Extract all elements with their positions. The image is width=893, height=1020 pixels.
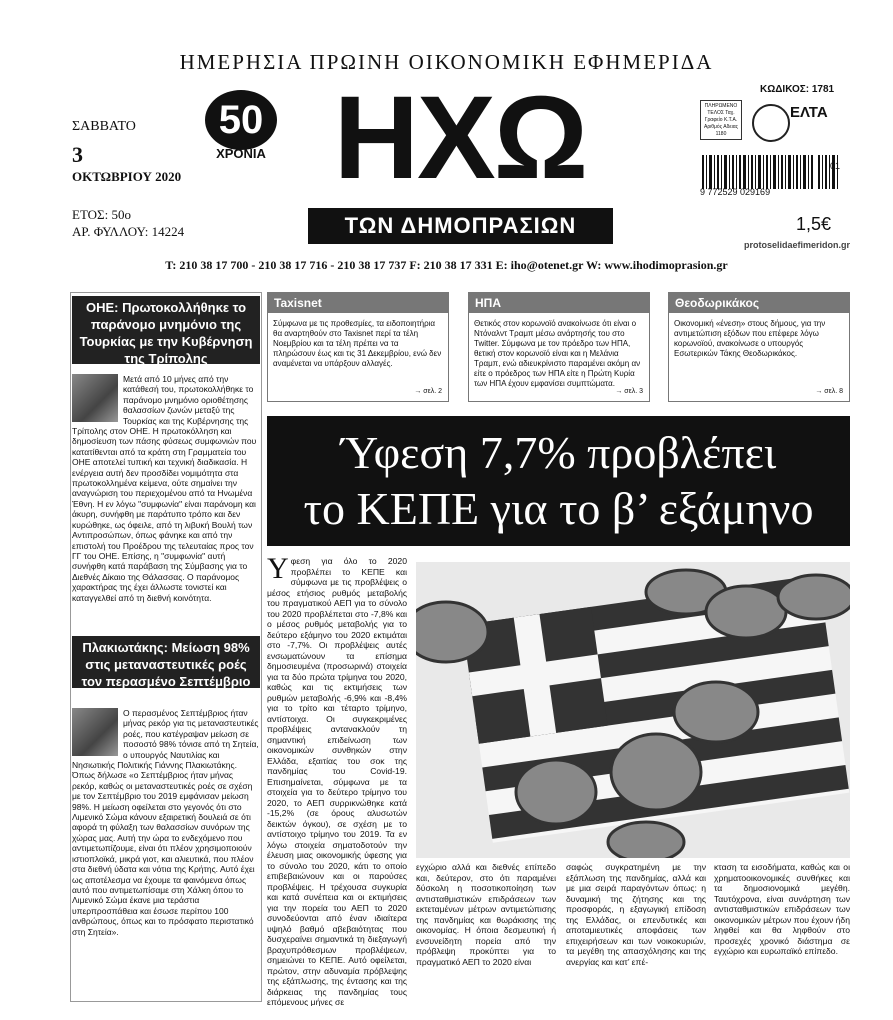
- lead-text: φεση για όλο το 2020 προβλέπει το ΚΕΠΕ και σύμφωνα με τις προβλέψεις ο μέσος ετήσιος ρυθμός μεταβολής του πραγματικού ΑΕΠ για το σύνολο του 2020 προβλέπεται στο -7,8% και ο μέσος ρυθμός μεταβολής για το δεύτερο εξάμηνο του 2020 εκτιμάται στο -7,7%. Οι προβλέψεις αυτές ενσωματώνουν τα επίσημα δημοσιευμένα (προσωρινά) στοιχεία για τα δύο πρώτα τρίμηνα του 2020, καθώς και τις εκτιμήσεις των ρυθμών μεταβολής -6,9% και -8,4% για το τρίτο και τέταρτο τρίμηνο, αντίστοιχα. Οι συγκεκριμένες προβλέψεις αντανακλούν τη σημαντική επιδείνωση των οικονομικών συνθηκών στην Ελλάδα, εξαιτίας του σοκ της πανδημίας του Covid-19. Επισημαίνεται, σύμφωνα με τα στοιχεία για το δεύτερο τρίμηνο του 2020, το ΑΕΠ συρρικνώθηκε κατά -15,2% (σε όρους αλυσωτών δεικτών όγκου), σε σχέση με το αντίστοιχο τρίμηνο του 2019. Τα εν λόγω στοιχεία σηματοδοτούν την έλευση μιας οικονομικής ύφεσης για το σύνολο του 2020, κάτι το οποίο επιβεβαιώνουν και οι παρούσες προβλέψεις. Η τρέχουσα συγκυρία και κατά συνέπεια και οι εκτιμήσεις για την πορεία του ΑΕΠ το 2020 συνοδεύονται από έναν ιδιαίτερα υψηλό βαθμό αβεβαιότητας που δυσχεραίνει σημαντικά τη διεξαγωγή βραχυπρόθεσμων προβλέψεων, σημειώνει το ΚΕΠΕ. Αυτό οφείλεται, πρώτον, στην αδυναμία πρόβλεψης της εξάπλωσης, της έντασης και της διάρκειας της πανδημίας τους επόμενους μήνες σε: [267, 556, 407, 1006]
- teaser-theodorikakos[interactable]: [668, 292, 850, 402]
- greek-flag-coins-photo: [416, 562, 850, 858]
- contact-line: T: 210 38 17 700 - 210 38 17 716 - 210 38 17 737 F: 210 38 17 331 E: iho@otenet.gr W: www.ihodimoprasion.gr: [165, 258, 728, 272]
- minister-photo: [72, 708, 118, 756]
- un-logo-photo: [72, 374, 118, 422]
- barcode-digits: 9 772529 029169: [700, 187, 771, 197]
- tagline: ΗΜΕΡΗΣΙΑ ΠΡΩΙΝΗ ΟΙΚΟΝΟΜΙΚΗ ΕΦΗΜΕΡΙΔΑ: [179, 50, 714, 74]
- sidebar-story2-headline: Πλακιωτάκης: Μείωση 98% στις μεταναστευτικές ροές τον περασμένο Σεπτέμβριο: [72, 636, 260, 688]
- teaser-page: → σελ. 3: [615, 388, 643, 395]
- teaser-body: Θετικός στον κορωνοϊό ανακοίνωσε ότι είναι ο Ντόναλντ Τραμπ μέσω ανάρτησής του στο Twitter. Σύμφωνα με τον πρόεδρο των ΗΠΑ, θετική στον κορωνοϊό είναι και η Μελάνια Τραμπ, ενώ αδιευκρίνιστο παραμένει ακόμη αν είτε ο πρόεδρος των ΗΠΑ είτε η Πρώτη Κυρία των ΗΠΑ έχουν εμφανίσει συμπτώματα.: [474, 319, 641, 388]
- main-headline[interactable]: [267, 416, 850, 546]
- date-month: ΟΚΤΩΒΡΙΟΥ 2020: [72, 169, 182, 184]
- date-number: 3: [72, 142, 83, 167]
- elta-logo: ΕΛΤΑ: [790, 104, 828, 121]
- barcode-number: [700, 161, 850, 197]
- newspaper-subtitle: ΤΩΝ ΔΗΜΟΠΡΑΣΙΩΝ: [308, 208, 613, 244]
- seal-icon: [752, 104, 790, 142]
- headline-line-2: το ΚΕΠΕ για το β’ εξάμηνο: [303, 483, 814, 534]
- sidebar-story1-body: [72, 374, 260, 630]
- teaser-usa[interactable]: [468, 292, 650, 402]
- sidebar-story2-text: Ο περασμένος Σεπτέμβριος ήταν μήνας ρεκόρ για τις μεταναστευτικές ροές, που κατέγραψαν μείωση σε ποσοστό 98% τόνισε από τη Σητεία, ο υπουργός Ναυτιλίας και Νησιωτικής Πολιτικής Γιάννης Πλακιωτάκης. Όπως δήλωσε «ο Σεπτέμβριος ήταν μήνας ρεκόρ, καθώς οι μεταναστευτικές ροές σε σχέση με τον Σεπτέμβριο του 2019 εμφάνισαν μείωση 98%. Η μείωση οφείλεται στο γεγονός ότι στο Λιμενικό Σώμα κάνουν εξαιρετική δουλειά σε ότι αφορά τη φύλαξη των θαλασσίων συνόρων της χώρας μας. Αυτή την ώρα το ενδεχόμενο που αντιμετωπίζουμε, είναι ότι πλέον χρησιμοποιούν ιστιοπλοϊκά, μικρά γιοτ, και αλιευτικά, που πλέον στα διεθνή ύδατα και νότια της Κρήτης. Αυτό έχει ως αποτέλεσμα να έχουμε τα φαινόμενα όπως αυτό που αντιμετωπίσαμε στη Χάλκη όπου το Λιμενικό Σώμα έκανε μια τεράστια υπερπροσπάθεια και έσωσε περίπου 100 ανθρώπους, όπως και το πρόσφατο περιστατικό στη Σητεία».: [72, 708, 259, 937]
- teaser-body: Οικονομική «ένεση» στους δήμους, για την αντιμετώπιση εξόδων που επέφερε λόγω κορωνοϊού, ανακοίνωσε ο υπουργός Εσωτερικών Τάκης Θεοδωρικάκος.: [674, 319, 826, 358]
- issue-info: [72, 206, 184, 240]
- issue-line: ΑΡ. ΦΥΛΛΟΥ: 14224: [72, 224, 185, 239]
- product-code: ΚΩΔΙΚΟΣ: 1781: [760, 84, 835, 95]
- postage-stamp: ΠΛΗΡΩΜΕΝΟ ΤΕΛΟΣ Ταχ. Γραφείο Κ.Τ.Α. Αριθμός Αδειας 1180: [700, 100, 742, 140]
- lead-article-column: [267, 556, 407, 1006]
- newspaper-logo: ΗΧΩ: [333, 72, 587, 204]
- teaser-title: ΗΠΑ: [469, 293, 649, 313]
- sidebar-story1-text: Μετά από 10 μήνες από την κατάθεσή του, πρωτοκολλήθηκε το παράνομο μνημόνιο οριοθέτησης θαλασσίων ζωνών μεταξύ της Τουρκίας και της Κυβέρνησης της Τρίπολης στον ΟΗΕ. Η πρωτοκόλληση και δημοσίευση των πάσης φύσεως συμφωνιών που κατατίθενται από τα κράτη στη Γραμματεία του ΟΗΕ αποτελεί τυπική και τεχνική διαδικασία. Η ενέργεια αυτή δεν προσδίδει νομιμότητα στα πρωτοκολλημένα κείμενα, ούτε σημαίνει την αναγνώριση του περιεχομένου από τα Ηνωμένα Έθνη. Η εν λόγω "συμφωνία" είναι παράνομη και άκυρη, συνήφθη με παράτυπο τρόπο και δεν κυρώθηκε, ως όφειλε, από τη λιβυκή Βουλή των Αντιπροσώπων, όπως φάνηκε και από την επιστολή του Προέδρου της τελευταίας προς τον ΓΓ του ΟΗΕ. Επίσης, η "συμφωνία" αυτή συνήφθη κατά παράβαση της Σύμβασης για το Διεθνές Δίκαιο της Θάλασσας. Ο παράνομος χαρακτήρας της έχει άλλωστε τονιστεί και καταγγελθεί από τη διεθνή κοινότητα.: [72, 374, 257, 603]
- watermark: protoselidaefimeridon.gr: [744, 240, 851, 250]
- teaser-page: → σελ. 2: [414, 388, 442, 395]
- teaser-body: Σύμφωνα με τις προθεσμίες, τα ειδοποιητήρια θα αναρτηθούν στο Taxisnet περί τα τέλη Νοεμβρίου και τα τέλη πρέπει να τα πληρώσουν έως και τις 31 Δεκεμβρίου, ενώ δεν αναμένεται να υπάρξουν αλλαγές.: [273, 319, 442, 368]
- anniversary-badge: [205, 90, 285, 162]
- year-line: ΕΤΟΣ: 50ο: [72, 207, 131, 222]
- date-block: [72, 118, 212, 186]
- barcode-suffix: 01: [829, 161, 840, 171]
- sidebar-story1-headline: ΟΗΕ: Πρωτοκολλήθηκε το παράνομο μνημόνιο της Τουρκίας με την Κυβέρνηση της Τρίπολης: [72, 296, 260, 364]
- article-column-4: κταση τα εισοδήματα, καθώς και οι χρηματοοικονομικές συνθήκες και τα δημοσιονομικά μεγέθη. Ταυτόχρονα, είναι συνάρτηση των αντισταθμιστικών επιδράσεων των οικονομικών μέτρων που έχουν ήδη ληφθεί και θα ληφθούν στο προσεχές χρονικό διάστημα σε εγχώριο και ευρωπαϊκό επίπεδο.: [714, 862, 850, 956]
- weekday: ΣΑΒΒΑΤΟ: [72, 119, 136, 134]
- price: 1,5€: [796, 214, 832, 234]
- badge-label: ΧΡΟΝΙΑ: [216, 146, 266, 161]
- teaser-title: Θεοδωρικάκος: [669, 293, 849, 313]
- sidebar-story2-body: [72, 708, 260, 992]
- headline-line-1: Ύφεση 7,7% προβλέπει: [340, 427, 777, 478]
- teaser-title: Taxisnet: [268, 293, 448, 313]
- article-column-3: σαφώς συγκρατημένη με την εξάπλωση της πανδημίας, αλλά και με μια σειρά παραγόντων όπως: η δυναμική της ζήτησης και της προσφοράς, η εξαγωγική επίδοση της Ελλάδας, οι επενδυτικές και αποταμιευτικές αποφάσεις των επιχειρήσεων και των νοικοκυριών, τα μεγέθη της απασχόλησης και της ανεργίας και κατ’ επέ-: [566, 862, 706, 967]
- teaser-taxisnet[interactable]: [267, 292, 449, 402]
- drop-cap: Υ: [267, 556, 289, 585]
- badge-number: 50: [205, 90, 277, 150]
- teaser-page: → σελ. 8: [815, 388, 843, 395]
- article-column-2: εγχώριο αλλά και διεθνές επίπεδο και, δεύτερον, στο ότι παραμένει δύσκολη η ποσοτικοποίηση των αντισταθμιστικών επιδράσεων των εκτεταμένων μέτρων αντιμετώπισης της πανδημίας και θωράκισης της οικονομίας. Η όποια δεσμευτική ή ενσυνείδητη πορεία από την πρόβλεψη προκύπτει για το πραγματικό ΑΕΠ το 2020 είναι: [416, 862, 556, 967]
